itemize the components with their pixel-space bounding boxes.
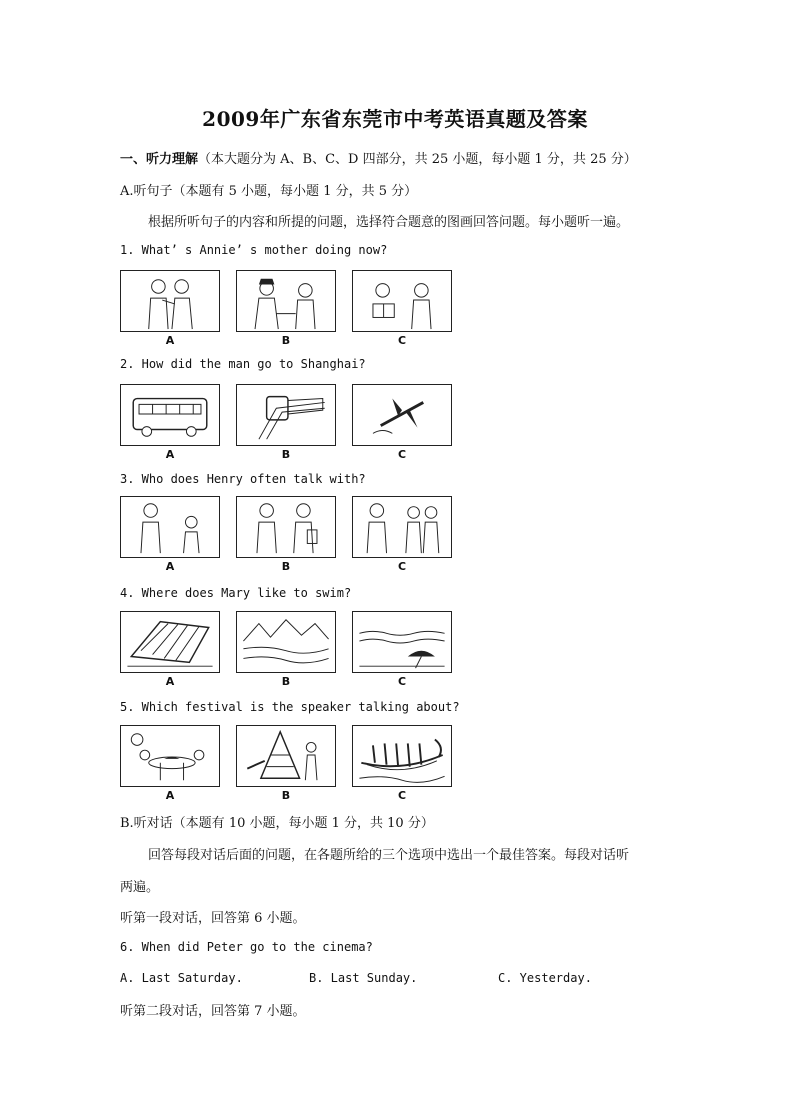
question-4-text: 4. Where does Mary like to swim? [120,586,352,600]
question-6-option-a: A. Last Saturday. [120,971,243,985]
q1-picture-b [236,270,336,332]
q2-label-b: B [281,448,291,461]
q3-label-c: C [397,560,407,573]
question-1-text: 1. What’ s Annie’ s mother doing now? [120,243,388,257]
q5-label-b: B [281,789,291,802]
question-5-text: 5. Which festival is the speaker talking about? [120,700,460,714]
q5-picture-c [352,725,452,787]
q1-picture-a [120,270,220,332]
question-6-text: 6. When did Peter go to the cinema? [120,940,373,954]
q3-label-b: B [281,560,291,573]
section-heading [120,148,637,167]
q2-label-a: A [165,448,175,461]
part-b-instruction-line-2: 两遍。 [120,880,160,895]
part-a-heading: A.听句子（本题有 5 小题，每小题 1 分，共 5 分） [120,184,418,199]
q3-picture-a [120,496,220,558]
part-b-heading: B.听对话（本题有 10 小题，每小题 1 分，共 10 分） [120,816,434,831]
q1-label-b: B [281,334,291,347]
q1-label-c: C [397,334,407,347]
q4-picture-a [120,611,220,673]
q5-label-c: C [397,789,407,802]
q2-picture-b [236,384,336,446]
part-b-instruction-line-1: 回答每段对话后面的问题，在各题所给的三个选项中选出一个最佳答案。每段对话听 [148,848,630,863]
q1-picture-c [352,270,452,332]
q4-picture-c [352,611,452,673]
q4-label-a: A [165,675,175,688]
part-a-instruction: 根据所听句子的内容和所提的问题，选择符合题意的图画回答问题。每小题听一遍。 [148,215,630,230]
question-6-option-b: B. Last Sunday. [309,971,418,985]
q2-label-c: C [397,448,407,461]
q2-picture-c [352,384,452,446]
section-heading-note: （本大题分为 A、B、C、D 四部分，共 25 小题，每小题 1 分，共 25 分） [198,152,637,167]
question-2-text: 2. How did the man go to Shanghai? [120,357,366,371]
q5-picture-b [236,725,336,787]
q2-picture-a [120,384,220,446]
q3-label-a: A [165,560,175,573]
section-heading-title: 一、听力理解 [120,152,199,167]
q4-label-b: B [281,675,291,688]
q5-label-a: A [165,789,175,802]
question-3-text: 3. Who does Henry often talk with? [120,472,366,486]
q4-picture-b [236,611,336,673]
q3-picture-c [352,496,452,558]
q3-picture-b [236,496,336,558]
page-title: 2009年广东省东莞市中考英语真题及答案 [202,107,588,131]
q1-label-a: A [165,334,175,347]
question-6-option-c: C. Yesterday. [498,971,592,985]
q5-picture-a [120,725,220,787]
q4-label-c: C [397,675,407,688]
dialog-2-intro: 听第二段对话，回答第 7 小题。 [120,1004,306,1019]
dialog-1-intro: 听第一段对话，回答第 6 小题。 [120,911,306,926]
